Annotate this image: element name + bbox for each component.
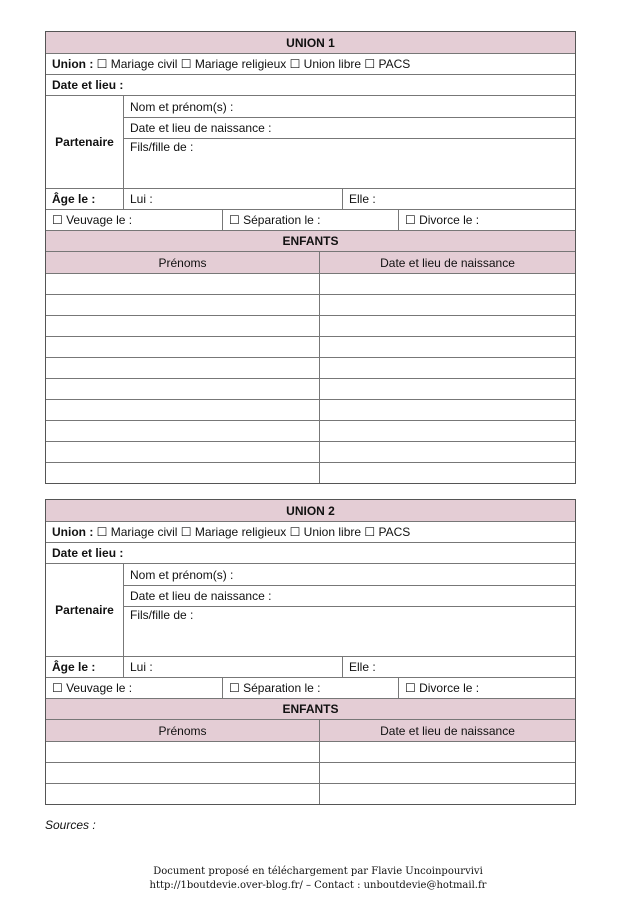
children-table [46,251,575,483]
table-row[interactable] [46,420,575,441]
age-elle-field[interactable]: Elle : [342,657,575,677]
age-label: Âge le : [52,660,96,674]
partner-name-field[interactable]: Nom et prénom(s) : [130,99,234,114]
union-title: UNION 1 [46,32,575,53]
union-title: UNION 2 [46,500,575,521]
separation-checkbox[interactable]: ☐ Séparation le : [222,678,398,698]
footer-line-2: http://1boutdevie.over-blog.fr/ – Contact : unboutdevie@hotmail.fr [149,880,487,891]
union-label: Union : [52,525,94,539]
col-prenoms-header: Prénoms [46,720,319,741]
enfants-header: ENFANTS [46,699,575,719]
col-naissance-header: Date et lieu de naissance [319,252,575,273]
union-1-table [45,31,576,484]
table-row[interactable] [46,378,575,399]
union-label: Union : [52,57,94,71]
table-row[interactable] [46,741,575,762]
date-lieu-label: Date et lieu : [52,78,124,92]
partner-section [46,95,575,188]
date-lieu-label: Date et lieu : [52,546,124,560]
veuvage-checkbox[interactable]: ☐ Veuvage le : [52,213,133,227]
union-type-options[interactable]: ☐ Mariage civil ☐ Mariage religieux ☐ Union libre ☐ PACS [96,525,411,539]
table-row[interactable] [46,357,575,378]
partner-parents-field[interactable]: Fils/fille de : [124,606,575,656]
col-prenoms-header: Prénoms [46,252,319,273]
age-lui-field[interactable]: Lui : [123,657,342,677]
enfants-header: ENFANTS [46,231,575,251]
partner-birth-field[interactable]: Date et lieu de naissance : [124,585,575,606]
col-naissance-header: Date et lieu de naissance [319,720,575,741]
partner-label: Partenaire [55,603,114,617]
separation-checkbox[interactable]: ☐ Séparation le : [222,210,398,230]
partner-section [46,563,575,656]
union-type-options[interactable]: ☐ Mariage civil ☐ Mariage religieux ☐ Union libre ☐ PACS [96,57,411,71]
table-row[interactable] [46,294,575,315]
table-row[interactable] [46,441,575,462]
age-lui-field[interactable]: Lui : [123,189,342,209]
sources-label: Sources : [45,818,96,832]
table-row[interactable] [46,336,575,357]
table-row[interactable] [46,273,575,294]
age-label: Âge le : [52,192,96,206]
table-row[interactable] [46,783,575,804]
table-row[interactable] [46,315,575,336]
divorce-checkbox[interactable]: ☐ Divorce le : [398,678,575,698]
age-elle-field[interactable]: Elle : [342,189,575,209]
table-row[interactable] [46,399,575,420]
partner-birth-field[interactable]: Date et lieu de naissance : [124,117,575,138]
footer [0,865,636,893]
table-row[interactable] [46,762,575,783]
partner-label: Partenaire [55,135,114,149]
divorce-checkbox[interactable]: ☐ Divorce le : [398,210,575,230]
footer-line-1: Document proposé en téléchargement par Flavie Uncoinpourvivi [153,866,483,877]
union-2-table [45,499,576,805]
partner-parents-field[interactable]: Fils/fille de : [124,138,575,188]
partner-name-field[interactable]: Nom et prénom(s) : [130,567,234,582]
children-table [46,719,575,804]
table-row[interactable] [46,462,575,483]
veuvage-checkbox[interactable]: ☐ Veuvage le : [52,681,133,695]
